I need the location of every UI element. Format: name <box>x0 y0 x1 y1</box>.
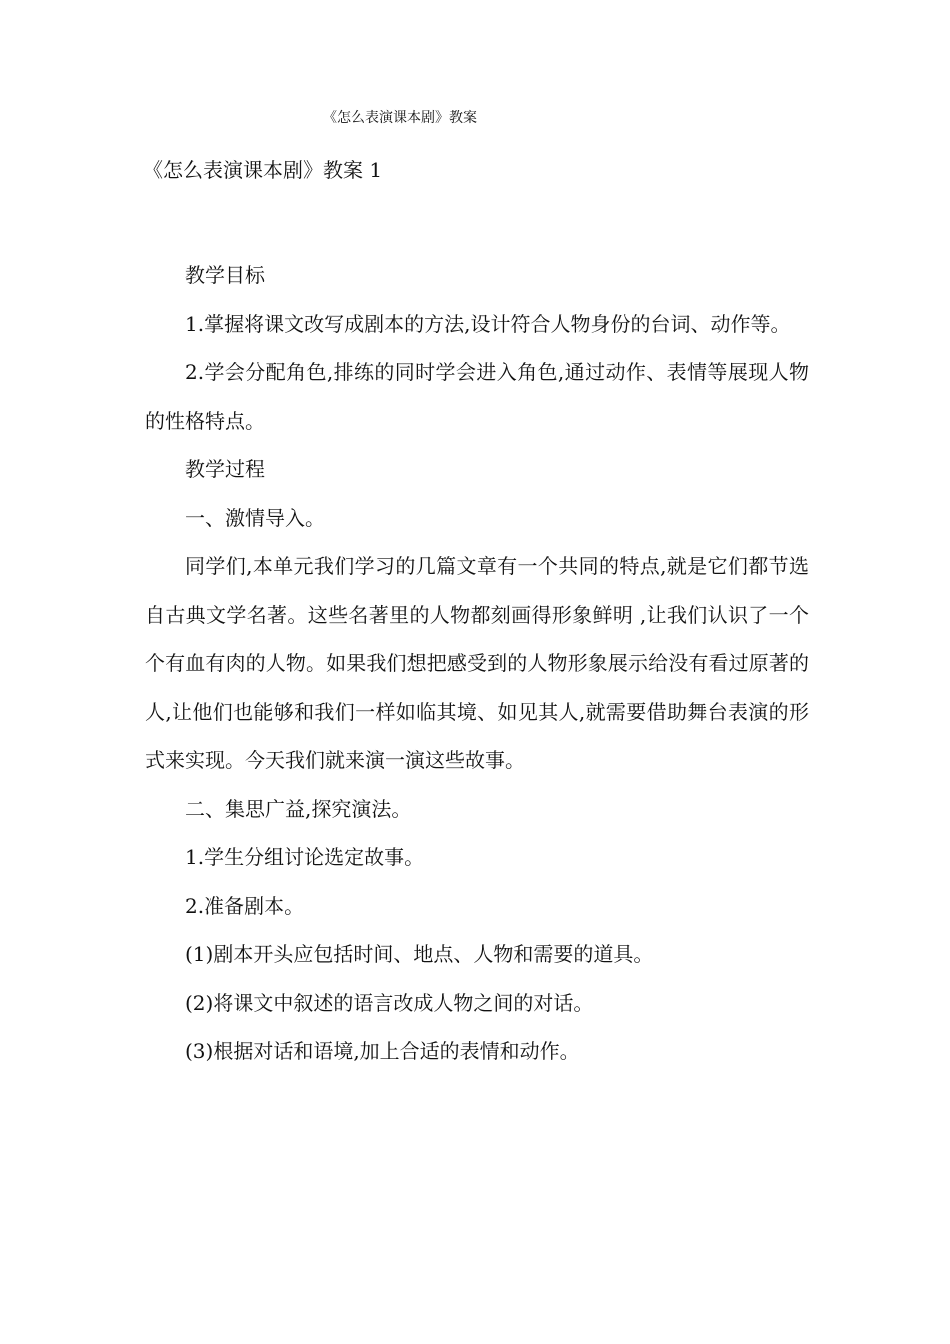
list-item: 1.学生分组讨论选定故事。 <box>185 845 425 869</box>
sub-list-item: (1)剧本开头应包括时间、地点、人物和需要的道具。 <box>185 942 654 966</box>
list-item: 2.准备剧本。 <box>185 893 305 918</box>
section-heading-objectives: 教学目标 <box>185 263 265 287</box>
step-heading: 一、激情导入。 <box>185 505 325 530</box>
body-paragraph: 同学们,本单元我们学习的几篇文章有一个共同的特点,就是它们都节选自古典文学名著。这些名著里的人物都刻画得形象鲜明 ,让我们认识了一个个有血有肉的人物。如果我们想把感受到的人物形象展示给没有看过原著的人,让他们也能够和我们一样如临其境、如见其人,就需要借助舞台表演的形式来实现。今天我们就来演一演这些故事。 <box>145 554 809 772</box>
objective-item: 2.学会分配角色,排练的同时学会进入角色,通过动作、表情等展现人物的性格特点。 <box>145 360 809 433</box>
sub-list-item: (3)根据对话和语境,加上合适的表情和动作。 <box>185 1039 580 1063</box>
step-heading: 二、集思广益,探究演法。 <box>185 796 412 821</box>
document-body <box>145 251 809 1076</box>
sub-list-item: (2)将课文中叙述的语言改成人物之间的对话。 <box>185 990 594 1015</box>
objective-item: 1.掌握将课文改写成剧本的方法,设计符合人物身份的台词、动作等。 <box>185 311 791 336</box>
running-header: 《怎么表演课本剧》教案 <box>323 110 477 126</box>
document-title: 《怎么表演课本剧》教案 1 <box>143 158 383 182</box>
section-heading-process: 教学过程 <box>185 457 265 481</box>
